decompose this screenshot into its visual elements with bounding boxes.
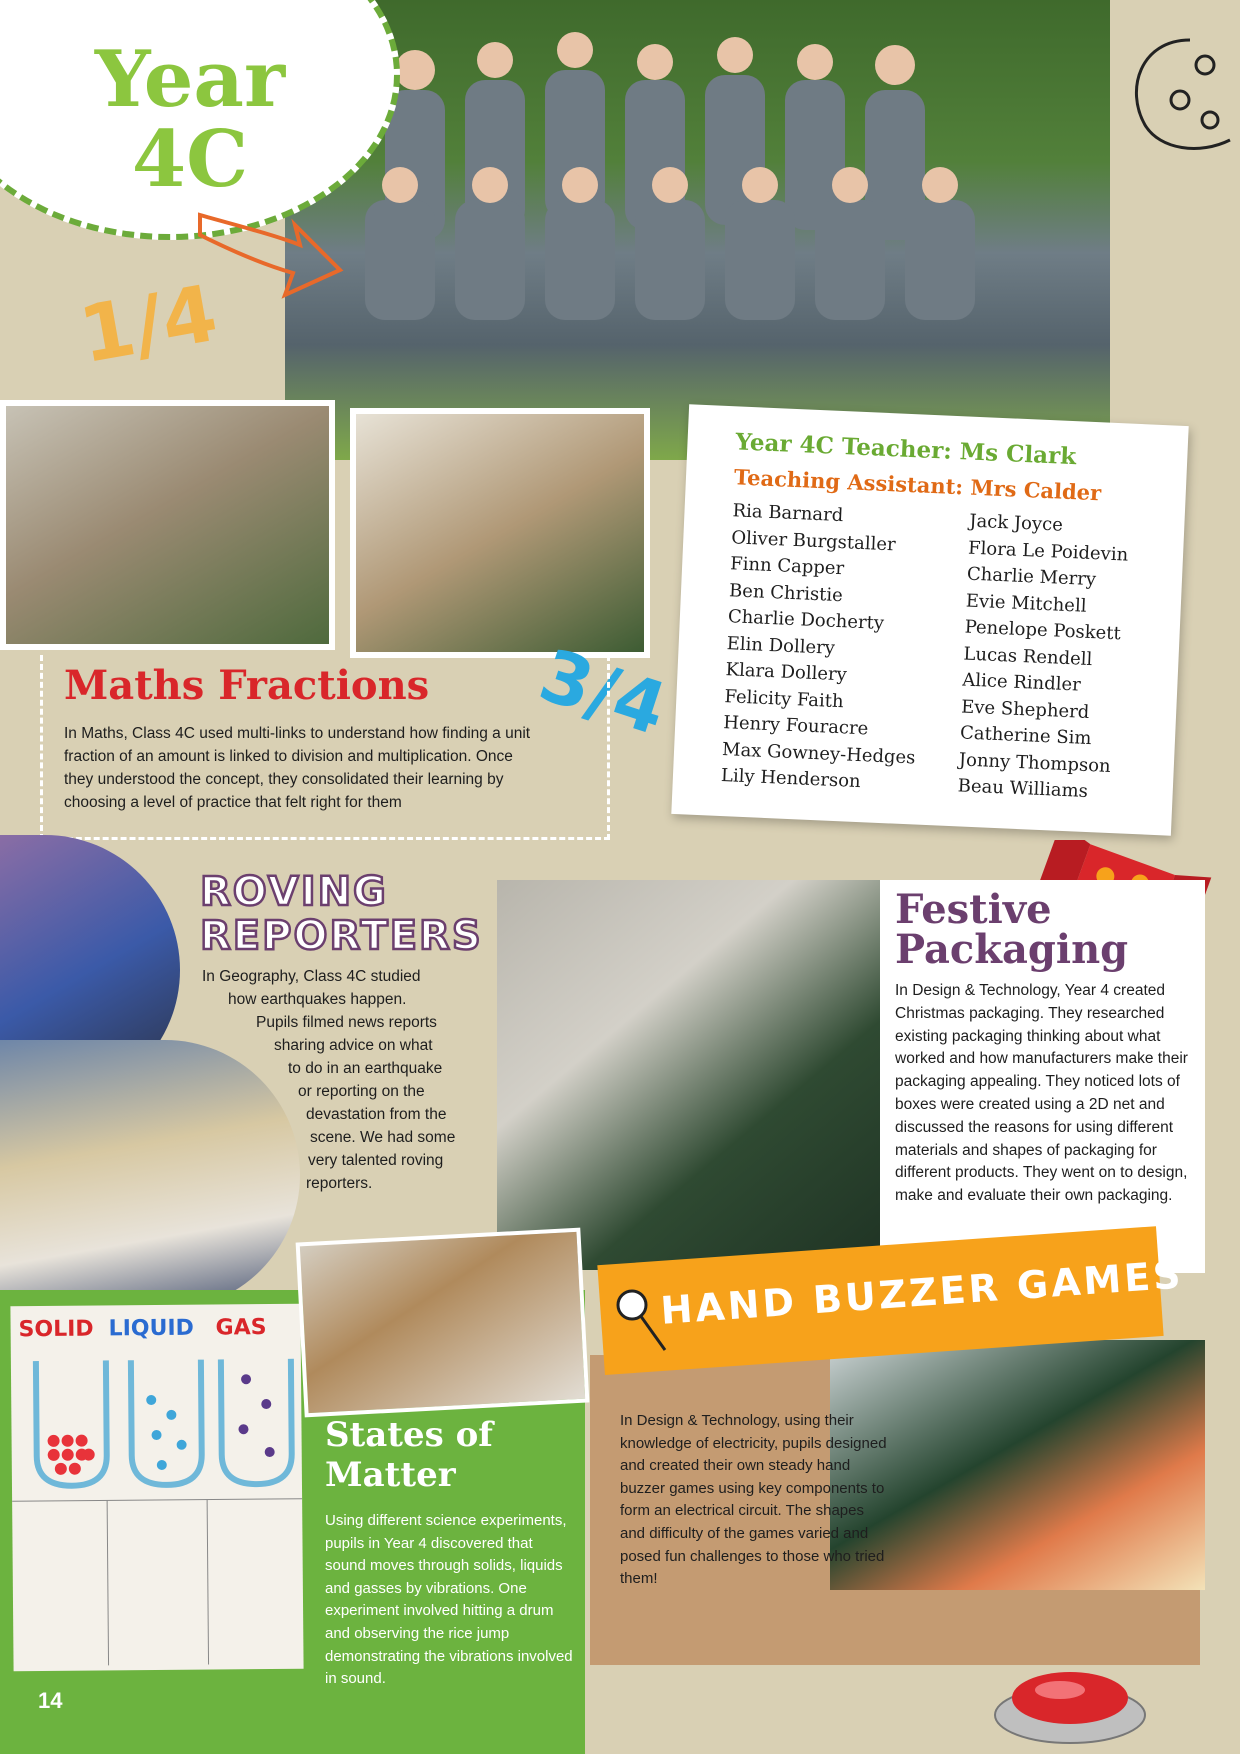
roving-body-line: devastation from the — [306, 1106, 447, 1123]
student-name: Charlie Merry — [966, 563, 1097, 591]
festive-title-line1: Festive — [895, 886, 1052, 933]
student-name: Felicity Faith — [724, 685, 845, 712]
student-name: Oliver Burgstaller — [730, 526, 897, 555]
festive-body: In Design & Technology, Year 4 created Christmas packaging. They researched existing packaging thinking about what worked and how manufacturers make their packaging appealing. They noticed lots of boxes were created using a 2D net and discussed the reasons for using different materials and shapes of packaging for different products. They went on to design, make and evaluate their own packaging. — [895, 982, 1188, 1205]
student-name: Henry Fouracre — [722, 712, 869, 740]
festive-photo — [497, 880, 880, 1270]
title-line-class: 4C — [131, 114, 249, 205]
roving-body-line: or reporting on the — [298, 1083, 425, 1100]
student-name: Penelope Poskett — [964, 616, 1122, 645]
student-name: Finn Capper — [729, 553, 845, 580]
festive-title — [895, 886, 1129, 973]
roving-body-line: scene. We had some — [310, 1129, 456, 1146]
title-line-year: Year — [94, 34, 286, 125]
arrow-doodle-icon — [195, 195, 345, 305]
fraction-one-quarter: 1/4 — [73, 268, 224, 382]
maths-photo-right — [350, 408, 650, 658]
student-name: Evie Mitchell — [965, 590, 1087, 617]
assistant-heading: Teaching Assistant: Mrs Calder — [733, 464, 1102, 506]
buzzer-title: HAND BUZZER GAMES — [659, 1252, 1185, 1333]
names-left-column — [720, 498, 926, 798]
poster-label-solid: SOLID — [18, 1316, 94, 1343]
fraction-three-quarters: 3/4 — [530, 632, 677, 752]
class-photo-figures — [285, 0, 1110, 460]
student-name: Eve Shepherd — [960, 695, 1090, 723]
roving-body-line: In Geography, Class 4C studied — [202, 968, 421, 985]
class-photo — [285, 0, 1110, 460]
pushpin-icon — [610, 1285, 670, 1355]
page-number: 14 — [38, 1688, 63, 1713]
student-name: Lucas Rendell — [963, 643, 1093, 670]
festive-title-line2: Packaging — [895, 926, 1129, 973]
roving-body-line: how earthquakes happen. — [228, 991, 407, 1008]
student-name: Jonny Thompson — [958, 748, 1112, 777]
page-title — [60, 34, 320, 205]
roving-body-line: very talented roving — [308, 1152, 444, 1169]
buzzer-body: In Design & Technology, using their knowledge of electricity, pupils designed and created their own steady hand buzzer games using key components to form an electrical circuit. The shapes and difficulty of the games varied and posed fun challenges to those who tried them! — [620, 1412, 887, 1588]
maths-body: In Maths, Class 4C used multi-links to understand how finding a unit fraction of an amount is linked to division and multiplication. Once they understood the concept, they consolidated their learning by choosing a level of practice that felt right for them — [64, 725, 531, 811]
buzzer-button-icon — [985, 1620, 1155, 1750]
student-name: Ria Barnard — [732, 500, 844, 527]
states-title-line2: Matter — [325, 1455, 456, 1495]
states-model-photo — [296, 1228, 590, 1418]
roving-photo-costume — [0, 1040, 300, 1310]
states-title — [325, 1415, 493, 1495]
teacher-heading: Year 4C Teacher: Ms Clark — [734, 428, 1077, 471]
poster-label-gas: GAS — [215, 1315, 267, 1341]
states-poster-drawing — [10, 1304, 303, 1672]
roving-title-line1: ROVING — [200, 869, 388, 915]
roving-title — [200, 870, 483, 958]
student-name: Jack Joyce — [968, 510, 1064, 536]
states-body: Using different science experiments, pupils in Year 4 discovered that sound moves through solids, liquids and gasses by vibrations. One experiment involved hitting a drum and observing the rice jump demonstrating the vibrations involved in sound. — [325, 1512, 573, 1688]
palette-doodle-icon — [1120, 30, 1240, 160]
roving-body-line: sharing advice on what — [274, 1037, 433, 1054]
roving-body-line: Pupils filmed news reports — [256, 1014, 437, 1031]
maths-photo-left — [0, 400, 335, 650]
student-name: Alice Rindler — [961, 669, 1082, 696]
roving-body-line: reporters. — [306, 1175, 373, 1192]
student-name: Max Gowney-Hedges — [721, 738, 916, 768]
student-name: Charlie Docherty — [727, 606, 885, 634]
student-name: Flora Le Poidevin — [967, 537, 1129, 566]
states-poster — [10, 1304, 303, 1672]
maths-title: Maths Fractions — [64, 662, 430, 709]
student-name: Elin Dollery — [726, 632, 836, 659]
roving-body-line: to do in an earthquake — [288, 1060, 443, 1077]
names-right-column — [957, 509, 1130, 807]
poster-label-liquid: LIQUID — [108, 1315, 194, 1342]
student-name: Ben Christie — [728, 579, 844, 606]
student-name: Lily Henderson — [720, 765, 862, 793]
student-name: Catherine Sim — [959, 722, 1092, 750]
student-name: Klara Dollery — [725, 659, 848, 686]
student-name: Beau Williams — [957, 775, 1089, 803]
states-title-line1: States of — [325, 1415, 493, 1455]
class-list-note — [671, 404, 1188, 835]
roving-title-line2: REPORTERS — [200, 913, 483, 959]
